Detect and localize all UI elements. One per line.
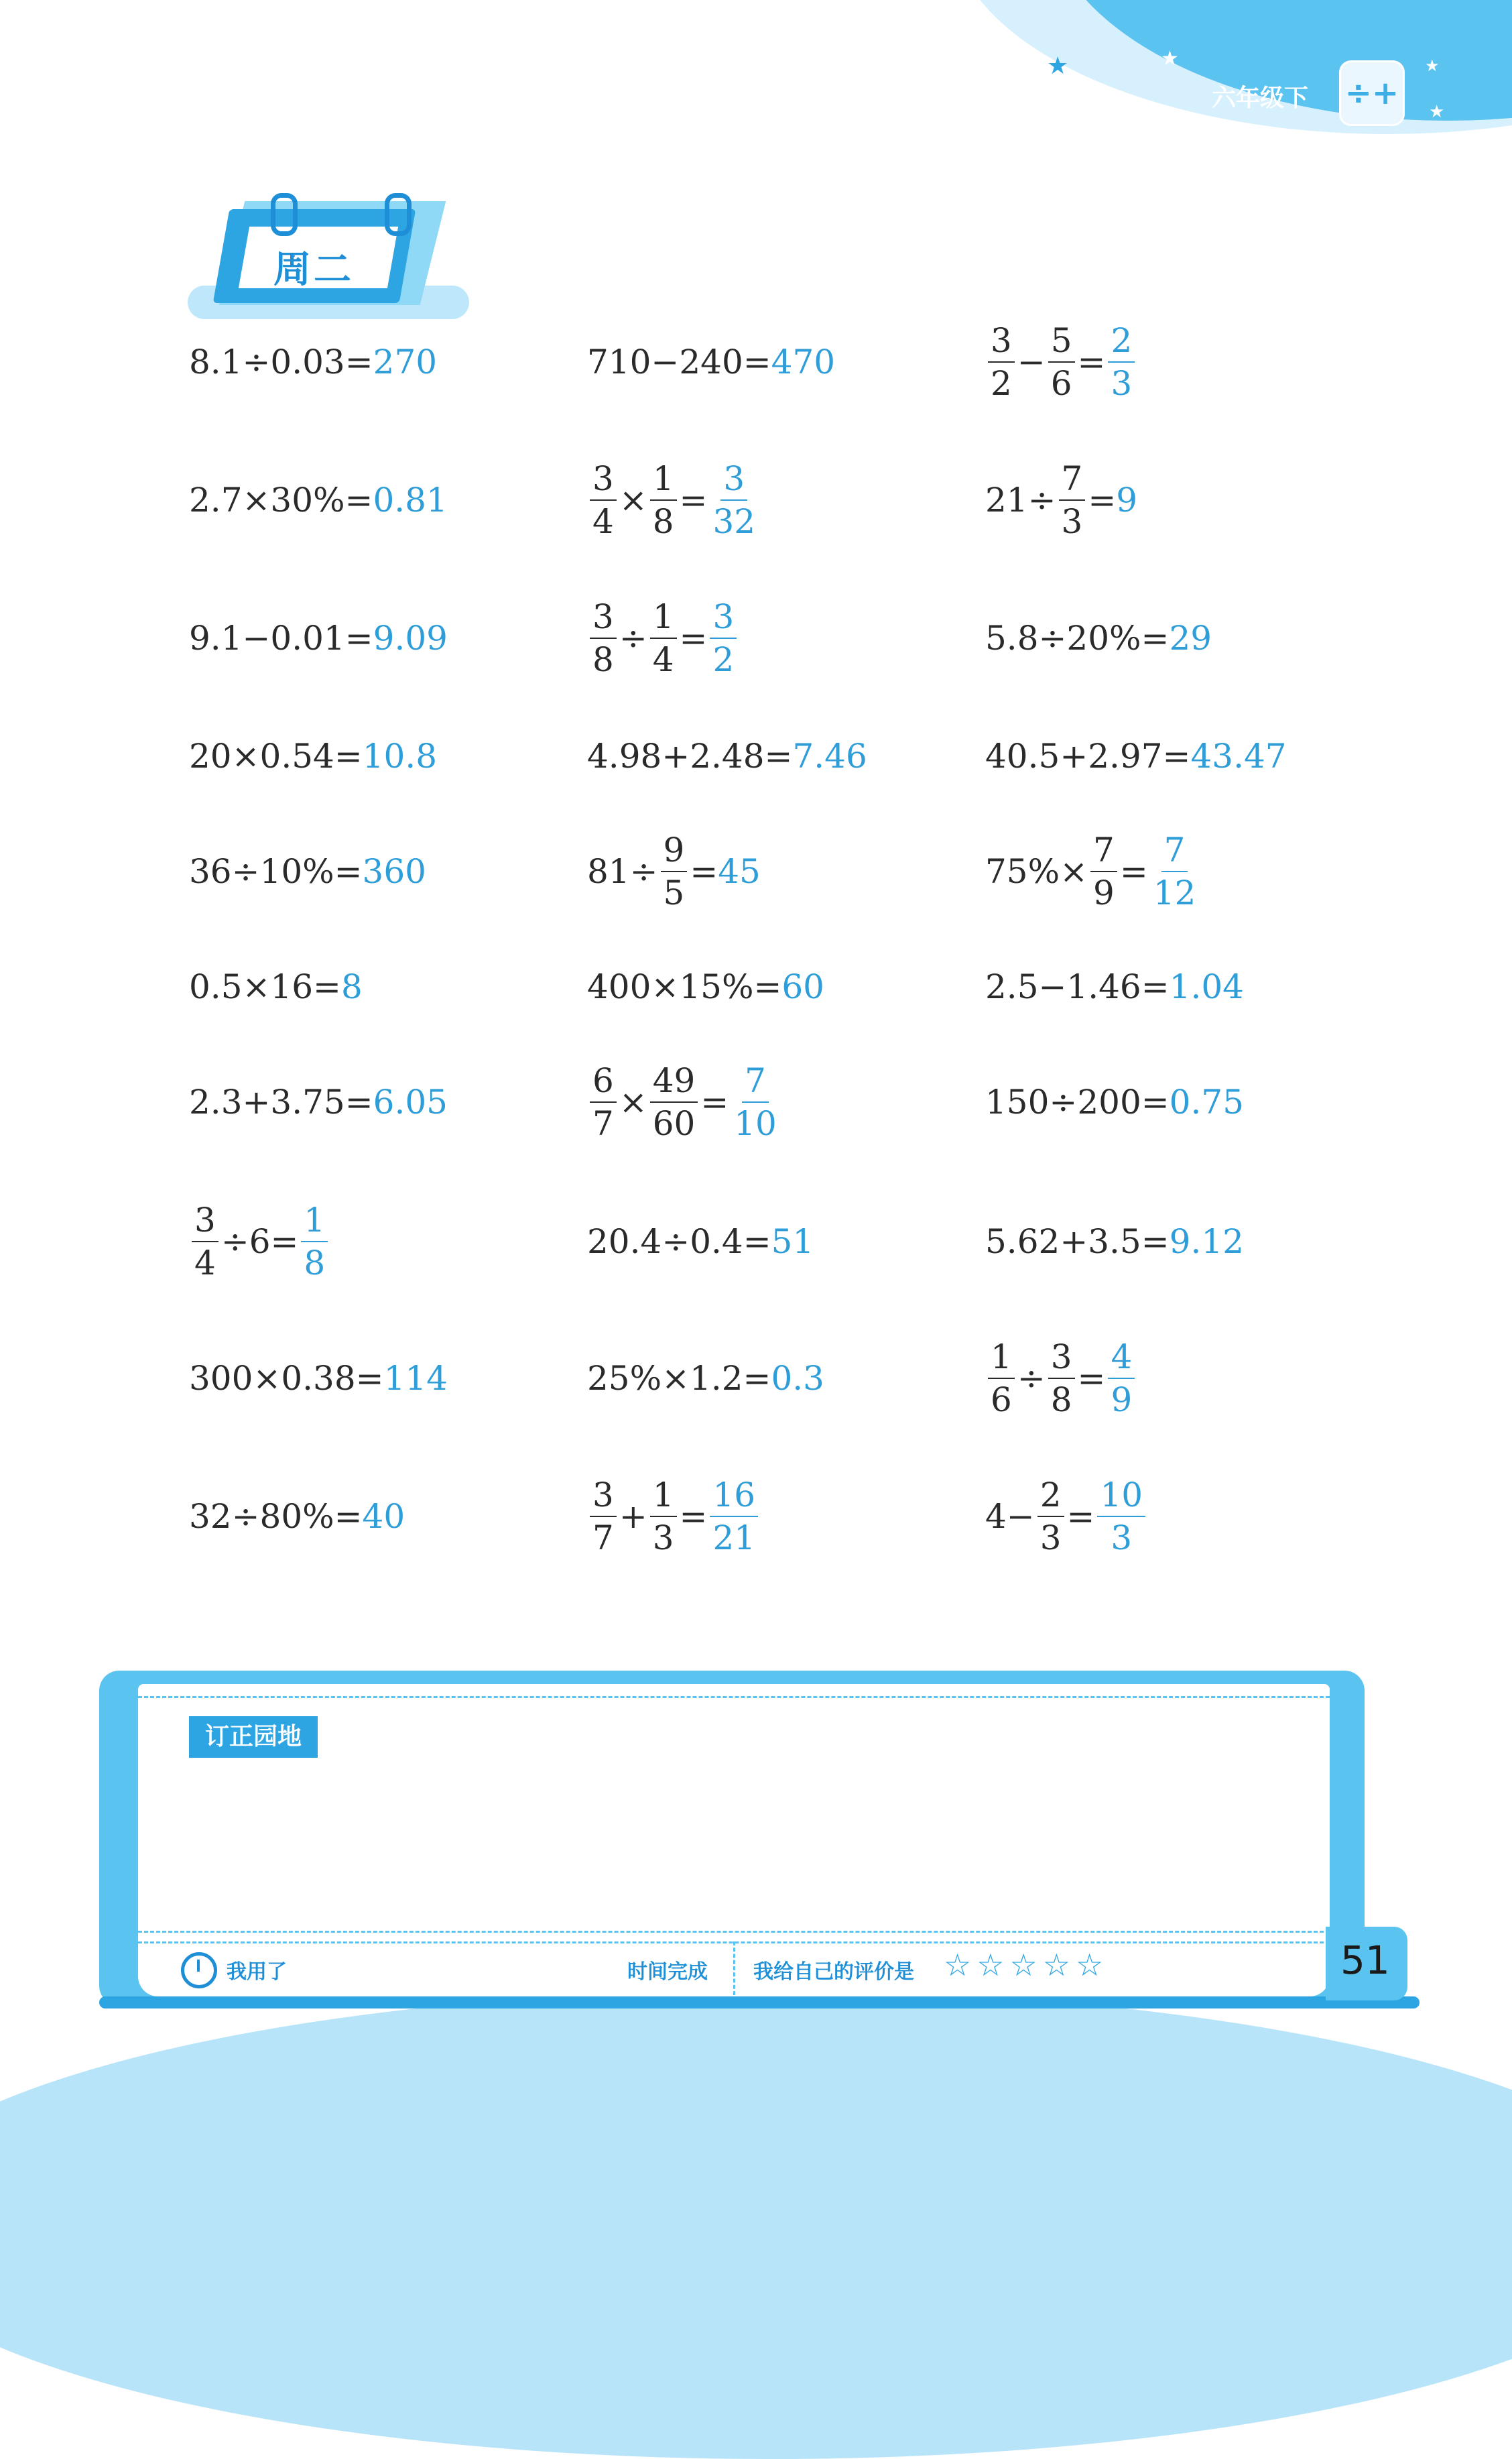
- problem-expression: 710−240=: [587, 343, 771, 381]
- answer: 0.81: [373, 481, 448, 520]
- operator: =: [1119, 852, 1148, 891]
- problem: [587, 315, 835, 409]
- denominator: 3: [1111, 364, 1133, 403]
- operator: =: [679, 481, 708, 520]
- problem: [189, 453, 448, 547]
- denominator: 12: [1153, 874, 1196, 912]
- fraction: [1048, 1337, 1075, 1419]
- answer: 270: [373, 343, 438, 381]
- problem-expression: 8.1÷0.03=: [189, 343, 373, 381]
- denominator: 8: [304, 1244, 326, 1282]
- numerator: 3: [590, 600, 617, 639]
- problem: [985, 591, 1212, 685]
- answer: 0.3: [771, 1359, 824, 1398]
- operator: ×: [619, 1083, 647, 1122]
- numerator: 7: [1090, 833, 1117, 872]
- denominator: 3: [652, 1518, 674, 1557]
- numerator: 1: [988, 1340, 1015, 1379]
- operator: ÷: [1017, 1359, 1046, 1398]
- problem-expression: 21÷: [985, 481, 1056, 520]
- problem: [985, 709, 1287, 803]
- numerator: 1: [301, 1203, 328, 1242]
- answer: [1097, 1478, 1145, 1555]
- fraction: [1037, 1478, 1064, 1555]
- denominator: 8: [1050, 1380, 1072, 1419]
- operator: =: [1077, 1359, 1106, 1398]
- problem: [985, 1470, 1148, 1563]
- denominator: 9: [1093, 874, 1115, 912]
- numerator: 6: [590, 1064, 617, 1103]
- denominator: 3: [1111, 1518, 1133, 1557]
- answer: 29: [1169, 619, 1212, 658]
- answer: [1108, 1337, 1135, 1419]
- numerator: 3: [710, 600, 737, 639]
- problem-expression: 9.1−0.01=: [189, 619, 373, 658]
- denominator: 7: [592, 1518, 614, 1557]
- operator: −: [1017, 343, 1046, 381]
- problem-expression: 25%×1.2=: [587, 1359, 771, 1398]
- denominator: 21: [712, 1518, 756, 1557]
- operator: =: [1088, 481, 1117, 520]
- operator: +: [619, 1497, 647, 1536]
- fraction: [988, 1337, 1015, 1419]
- problem: [189, 1331, 448, 1425]
- problem: [189, 1470, 405, 1563]
- problem-expression: 75%×: [985, 852, 1088, 891]
- denominator: 4: [194, 1244, 216, 1282]
- problem: [189, 825, 426, 918]
- fraction: [661, 833, 688, 910]
- problem: [189, 591, 448, 685]
- divider: [733, 1941, 735, 1995]
- fraction: [650, 459, 677, 541]
- star-icon: ★: [1047, 52, 1069, 80]
- answer: 470: [771, 343, 836, 381]
- rating-stars[interactable]: ☆☆☆☆☆: [944, 1947, 1109, 1983]
- numerator: 7: [742, 1064, 769, 1103]
- numerator: 3: [720, 462, 747, 501]
- problem: [587, 709, 867, 803]
- numerator: 2: [1037, 1478, 1064, 1517]
- problem-expression: 20×0.54=: [189, 737, 363, 776]
- problem-expression: 2.7×30%=: [189, 481, 373, 520]
- denominator: 7: [592, 1104, 614, 1143]
- operator: =: [690, 852, 718, 891]
- numerator: 3: [988, 324, 1015, 363]
- star-icon: ★: [1425, 56, 1440, 75]
- answer: 1.04: [1169, 967, 1244, 1006]
- clock-icon: [181, 1952, 217, 1988]
- problem: [587, 1055, 782, 1149]
- numerator: 9: [661, 833, 688, 872]
- numerator: 1: [650, 600, 677, 639]
- numerator: 3: [192, 1203, 218, 1242]
- answer: [710, 459, 758, 541]
- box-base: [99, 1996, 1420, 2008]
- numerator: 49: [650, 1064, 698, 1103]
- problem-expression: 4.98+2.48=: [587, 737, 793, 776]
- problem-expression: 5.62+3.5=: [985, 1222, 1170, 1261]
- operator: =: [1066, 1497, 1095, 1536]
- denominator: 32: [712, 502, 756, 541]
- denominator: 4: [652, 640, 674, 679]
- answer: 45: [718, 852, 761, 891]
- answer: 9.09: [373, 619, 448, 658]
- answer: 10.8: [362, 737, 438, 776]
- operator: =: [700, 1083, 729, 1122]
- answer: 7.46: [792, 737, 867, 776]
- answer: [731, 1061, 779, 1143]
- problem-expression: 300×0.38=: [189, 1359, 384, 1398]
- numerator: 1: [650, 1478, 677, 1517]
- numerator: 4: [1108, 1340, 1135, 1379]
- denominator: 9: [1111, 1380, 1133, 1419]
- answer: 60: [781, 967, 824, 1006]
- divider: [138, 1931, 1330, 1933]
- problem: [587, 940, 824, 1034]
- bottom-decoration: [0, 1990, 1512, 2459]
- problem: [985, 825, 1201, 918]
- problem: [985, 315, 1137, 409]
- problem: [985, 1195, 1244, 1288]
- time-done-label: 时间完成: [627, 1960, 708, 1984]
- denominator: 4: [592, 502, 614, 541]
- fraction: [650, 1478, 677, 1555]
- numerator: 10: [1097, 1478, 1145, 1517]
- answer: 8: [340, 967, 363, 1006]
- operator: =: [679, 619, 708, 658]
- denominator: 6: [1050, 364, 1072, 403]
- denominator: 10: [734, 1104, 777, 1143]
- problem: [189, 709, 437, 803]
- problem-expression: 0.5×16=: [189, 967, 341, 1006]
- calendar-ring-icon: [385, 193, 412, 236]
- problem: [587, 453, 761, 547]
- problem: [587, 1195, 814, 1288]
- operator: =: [679, 1497, 708, 1536]
- problem: [587, 591, 739, 685]
- operator: ÷: [619, 619, 647, 658]
- answer: 51: [771, 1222, 814, 1261]
- calendar-ring-icon: [271, 193, 298, 236]
- fraction: [590, 1478, 617, 1555]
- fraction: [1059, 459, 1086, 541]
- denominator: 3: [1061, 502, 1083, 541]
- fraction: [590, 597, 617, 679]
- numerator: 2: [1108, 324, 1135, 363]
- numerator: 3: [1048, 1340, 1075, 1379]
- problem: [985, 1331, 1137, 1425]
- fraction: [590, 459, 617, 541]
- problem-expression: 20.4÷0.4=: [587, 1222, 771, 1261]
- star-icon: ★: [1429, 102, 1445, 122]
- answer: [301, 1203, 328, 1280]
- answer: 9.12: [1169, 1222, 1244, 1261]
- denominator: 8: [592, 640, 614, 679]
- fraction: [988, 321, 1015, 403]
- denominator: 2: [991, 364, 1012, 403]
- problem-expression: 36÷10%=: [189, 852, 363, 891]
- self-eval-label: 我给自己的评价是: [753, 1960, 914, 1984]
- answer: 40: [362, 1497, 405, 1536]
- problem: [189, 1055, 448, 1149]
- problem: [985, 940, 1244, 1034]
- problem: [985, 1055, 1244, 1149]
- problem-expression: 2.5−1.46=: [985, 967, 1170, 1006]
- answer: [710, 1478, 758, 1555]
- operator: =: [1077, 343, 1106, 381]
- answer: [1108, 321, 1135, 403]
- problem: [189, 1195, 330, 1288]
- divider: [138, 1696, 1330, 1698]
- problem: [587, 825, 761, 918]
- fraction: [650, 1061, 698, 1143]
- denominator: 6: [991, 1380, 1012, 1419]
- denominator: 3: [1040, 1518, 1062, 1557]
- numerator: 1: [650, 462, 677, 501]
- problem: [587, 1331, 824, 1425]
- operator: ×: [619, 481, 647, 520]
- fraction: [192, 1203, 218, 1280]
- dice-icon: ÷+: [1339, 60, 1405, 126]
- grade-label: 六年级下: [1212, 84, 1309, 112]
- problem: [985, 453, 1137, 547]
- problem-expression: 4−: [985, 1497, 1035, 1536]
- time-used-label: 我用了: [227, 1960, 287, 1984]
- numerator: 7: [1059, 462, 1086, 501]
- denominator: 60: [652, 1104, 696, 1143]
- answer: 114: [383, 1359, 448, 1398]
- numerator: 3: [590, 462, 617, 501]
- problem-expression: 150÷200=: [985, 1083, 1170, 1122]
- fraction: [590, 1061, 617, 1143]
- problem: [189, 315, 437, 409]
- numerator: 16: [710, 1478, 758, 1517]
- answer: [1151, 833, 1199, 910]
- answer: 9: [1116, 481, 1138, 520]
- numerator: 7: [1161, 833, 1188, 872]
- answer: 43.47: [1190, 737, 1287, 776]
- fraction: [650, 597, 677, 679]
- problem: [189, 940, 363, 1034]
- answer: 360: [362, 852, 426, 891]
- problem-expression: 2.3+3.75=: [189, 1083, 373, 1122]
- answer: 6.05: [373, 1083, 448, 1122]
- problem-expression: ÷6=: [220, 1222, 299, 1261]
- numerator: 5: [1048, 324, 1075, 363]
- day-title: 周二: [273, 248, 354, 292]
- problem: [587, 1470, 761, 1563]
- fraction: [1048, 321, 1075, 403]
- problem-expression: 40.5+2.97=: [985, 737, 1191, 776]
- denominator: 2: [712, 640, 735, 679]
- denominator: 5: [663, 874, 685, 912]
- denominator: 8: [652, 502, 674, 541]
- numerator: 3: [590, 1478, 617, 1517]
- problem-expression: 81÷: [587, 852, 658, 891]
- problem-expression: 400×15%=: [587, 967, 782, 1006]
- fraction: [1090, 833, 1117, 910]
- problem-expression: 5.8÷20%=: [985, 619, 1170, 658]
- correction-title: 订正园地: [189, 1716, 318, 1758]
- page-number: 51: [1340, 1937, 1390, 1983]
- problem-expression: 32÷80%=: [189, 1497, 363, 1536]
- answer: [710, 597, 737, 679]
- star-icon: ★: [1161, 47, 1179, 70]
- answer: 0.75: [1169, 1083, 1244, 1122]
